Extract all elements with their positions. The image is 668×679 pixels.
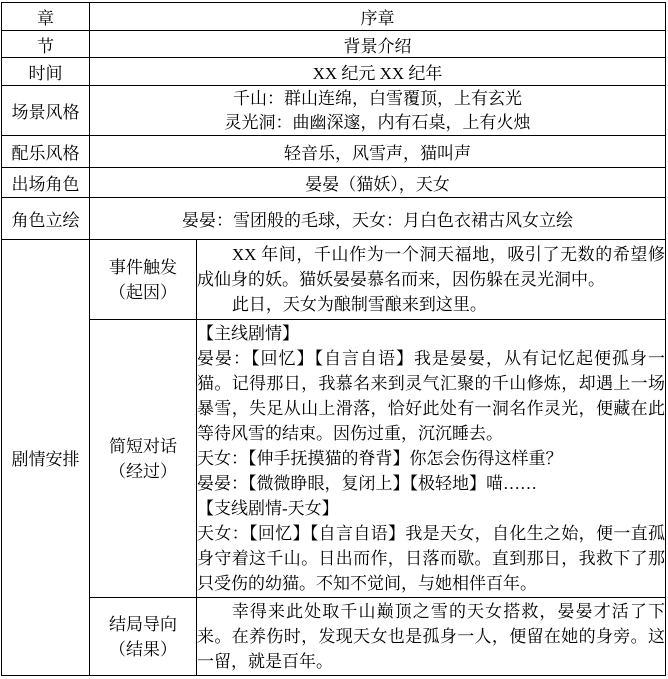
plot-dialogue-content [197,320,666,598]
row-label-music-style: 配乐风格 [2,136,90,168]
trigger-paragraph: 此日，天女为酿制雪酿来到这里。 [231,295,487,314]
plot-sublabel-ending-line-1: 结局导向 [109,614,177,634]
plot-sublabel-dialogue-line-2: （经过） [109,461,177,481]
ending-paragraph: 幸得来此处取千山巅顶之雪的天女搭救，晏晏才活了下来。在养伤时，发现天女也是孤身一人，便留在她的身旁。这一留，就是百年。 [197,602,665,671]
row-label-section: 节 [2,31,90,58]
table-row [2,198,666,240]
table-row [2,320,666,598]
table-row [2,240,666,320]
dialogue-line: 晏晏：【微微睁眼，复闭上】【极轻地】喵…… [197,474,537,493]
row-value-scene-style [90,86,666,136]
row-label-cast: 出场角色 [2,168,90,198]
table-row [2,86,666,136]
table-row [2,58,666,86]
plot-sublabel-ending-line-2: （结果） [109,639,177,659]
table-row [2,598,666,676]
plot-sublabel-ending [90,598,197,676]
row-label-character-art: 角色立绘 [2,198,90,240]
plot-sublabel-trigger-line-1: 事件触发 [109,257,177,277]
scene-style-line-2: 灵光洞：曲幽深邃，内有石桌，上有火烛 [224,112,531,132]
dialogue-line: 晏晏：【回忆】【自言自语】我是晏晏，从有记忆起便孤身一猫。记得那日，我慕名来到灵气汇聚的千山修炼，却遇上一场暴雪，失足从山上滑落，恰好此处有一洞名作灵光，便藏在此等待风雪的结束。因伤过重，沉沉睡去。 [197,349,665,443]
table-row [2,31,666,58]
plot-sublabel-trigger-line-2: （起因） [109,282,177,302]
plot-trigger-content [197,240,666,320]
screenplay-outline-table [1,2,666,676]
dialogue-line: 【主线剧情】 [197,324,299,343]
table-row [2,136,666,168]
plot-ending-content [197,598,666,676]
row-label-scene-style: 场景风格 [2,86,90,136]
row-value-chapter: 序章 [90,3,666,31]
row-value-section: 背景介绍 [90,31,666,58]
row-value-time: XX 纪元 XX 纪年 [90,58,666,86]
row-value-character-art: 晏晏：雪团般的毛球，天女：月白色衣裙古风女立绘 [90,198,666,240]
dialogue-line: 天女：【回忆】【自言自语】我是天女，自化生之始，便一直孤身守着这千山。日出而作，日落而歇。直到那日，我救下了那只受伤的幼猫。不知不觉间，与她相伴百年。 [197,524,665,593]
table-row [2,3,666,31]
row-label-chapter: 章 [2,3,90,31]
plot-sublabel-dialogue-line-1: 简短对话 [109,436,177,456]
trigger-paragraph: XX 年间，千山作为一个洞天福地，吸引了无数的希望修成仙身的妖。猫妖晏晏慕名而来，因伤躲在灵光洞中。 [197,245,665,289]
plot-sublabel-dialogue [90,320,197,598]
plot-sublabel-trigger [90,240,197,320]
dialogue-line: 天女：【伸手抚摸猫的脊背】你怎会伤得这样重？ [197,449,563,468]
table-row [2,168,666,198]
row-label-time: 时间 [2,58,90,86]
scene-style-line-1: 千山：群山连绵，白雪覆顶，上有玄光 [233,88,522,108]
row-value-cast: 晏晏（猫妖），天女 [90,168,666,198]
dialogue-line: 【支线剧情-天女】 [197,499,339,518]
row-value-music-style: 轻音乐，风雪声，猫叫声 [90,136,666,168]
row-label-plot: 剧情安排 [2,240,90,676]
